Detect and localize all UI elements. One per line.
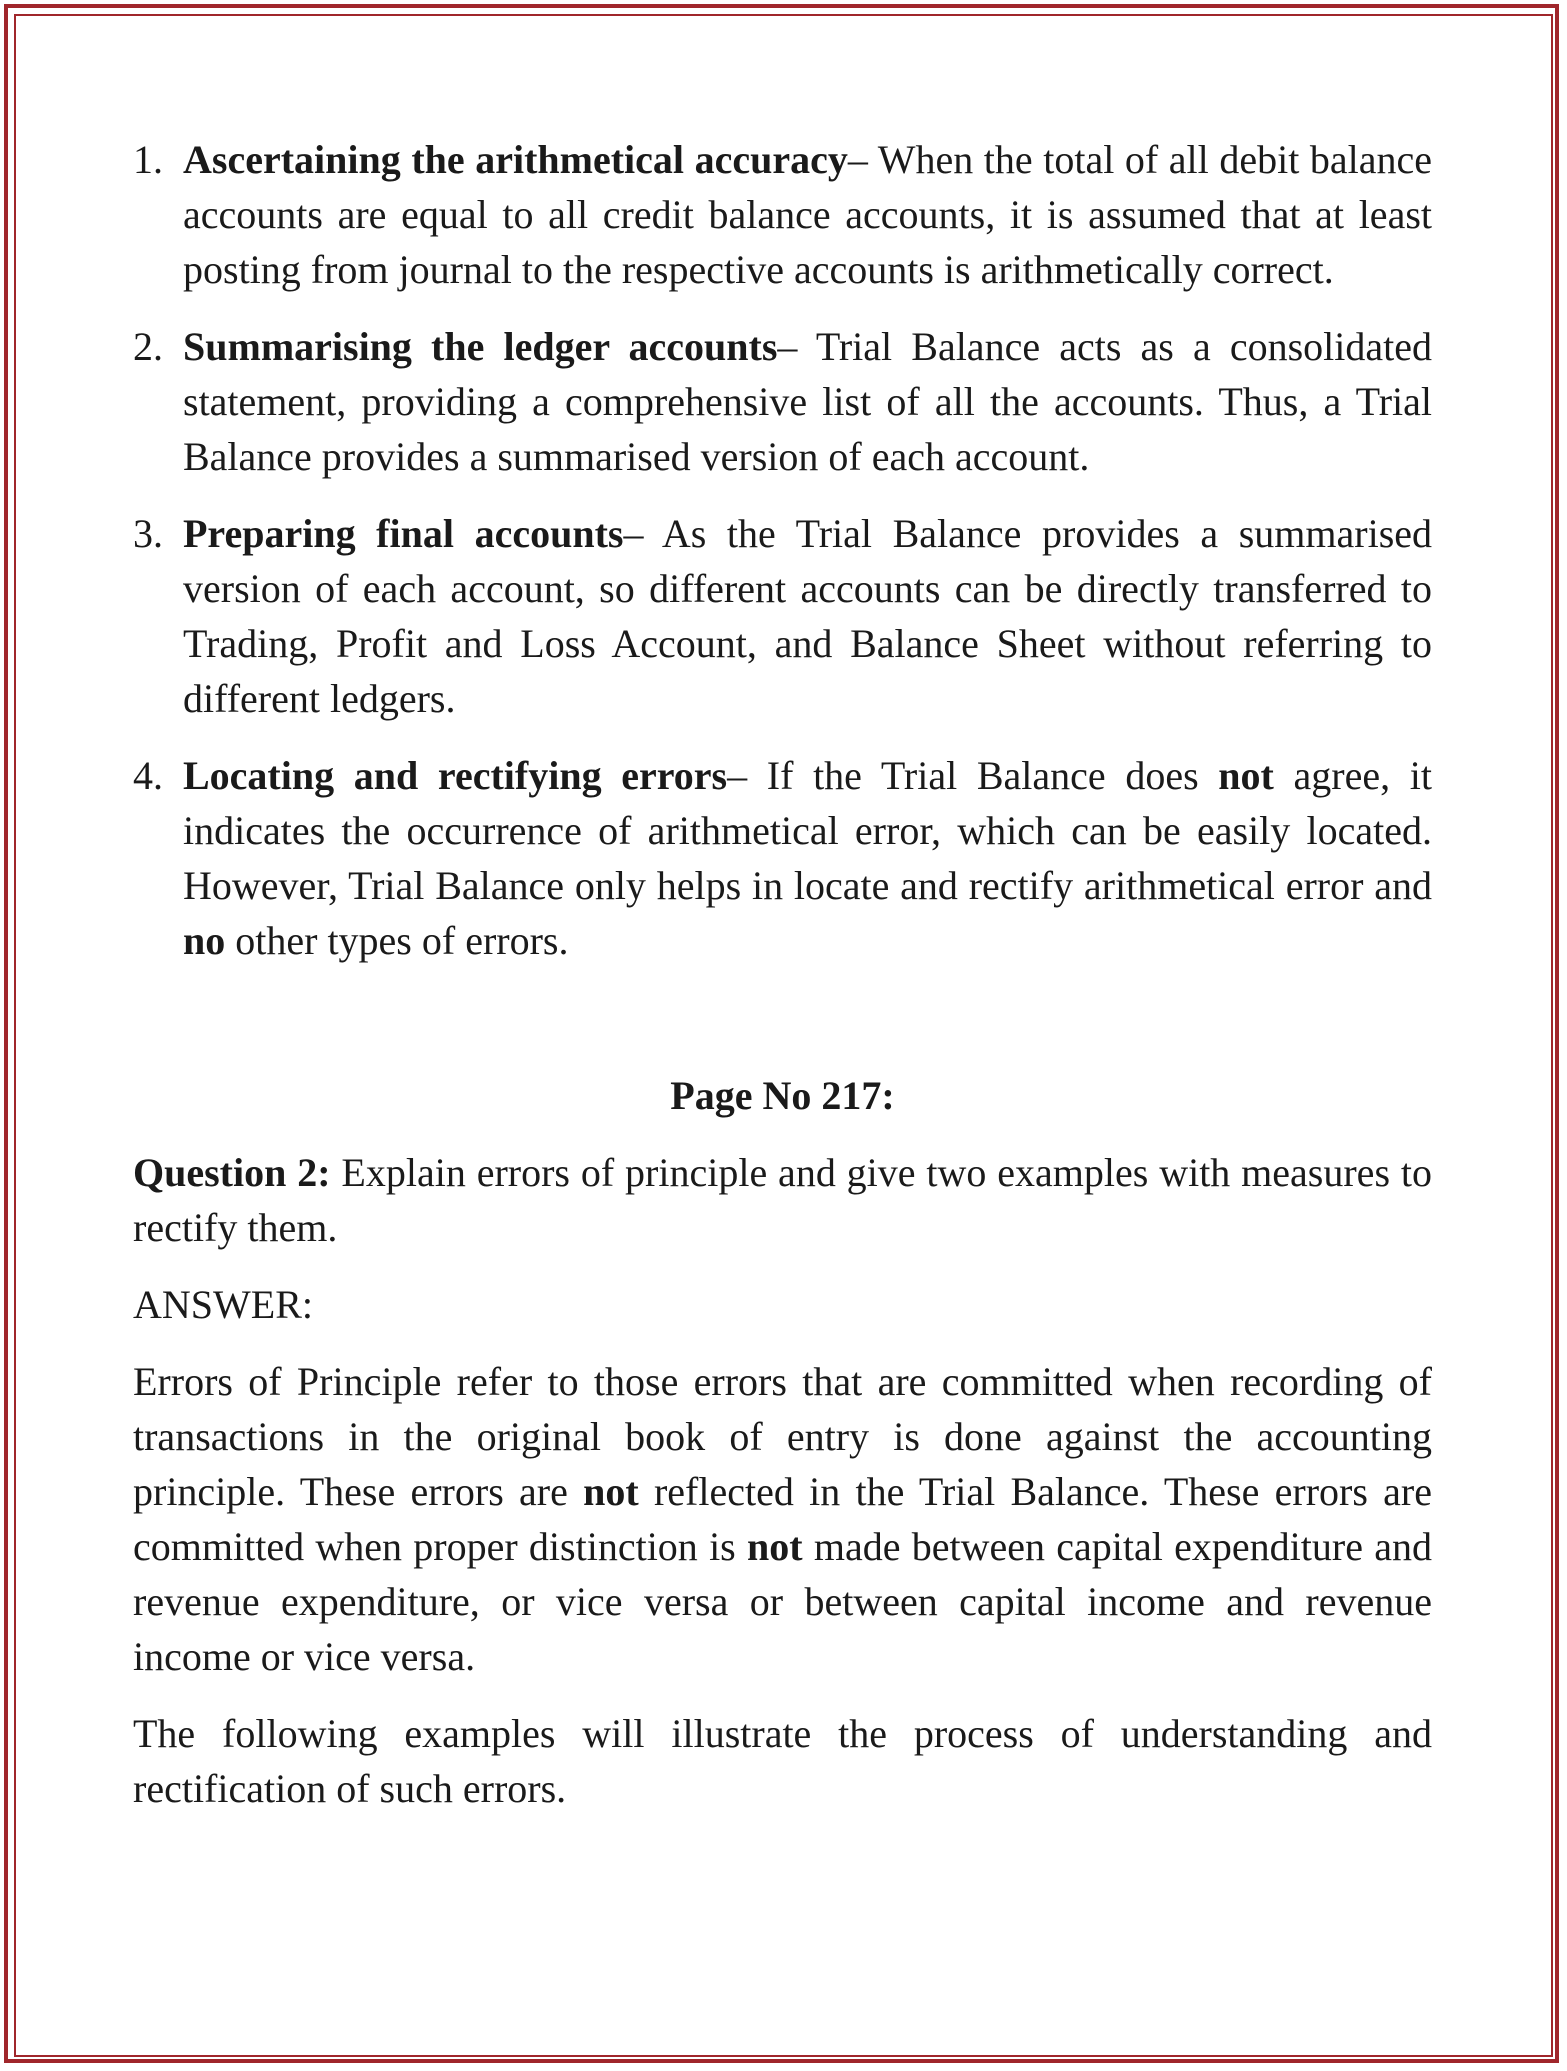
list-item <box>133 506 1432 726</box>
item-number: 3. <box>133 511 163 556</box>
document-body <box>133 132 1432 1838</box>
list-item <box>133 319 1432 484</box>
answer-text: reflected in the Trial Balance. These errors are committed when proper distinction is <box>133 1469 1432 1569</box>
answer-label: ANSWER: <box>133 1282 313 1327</box>
question-label: Question 2: <box>133 1150 331 1195</box>
item-title: Preparing final accounts <box>183 511 624 556</box>
list-item <box>133 132 1432 297</box>
item-dash: – <box>727 753 767 798</box>
list-item <box>133 748 1432 968</box>
answer-emphasis: not <box>747 1524 803 1569</box>
objectives-list <box>133 132 1432 968</box>
answer-text: made between capital expenditure and revenue expenditure, or vice versa or between capital income and revenue income or vice versa. <box>133 1524 1433 1679</box>
item-text: As the Trial Balance provides a summarised version of each account, so different accounts can be directly transferred to Trading, Profit and Loss Account, and Balance Sheet without referring to different ledgers. <box>183 511 1433 721</box>
question <box>133 1145 1432 1255</box>
item-emphasis: no <box>183 918 226 963</box>
item-dash: – <box>623 511 662 556</box>
item-title: Summarising the ledger accounts <box>183 324 778 369</box>
item-text: Trial Balance acts as a consolidated statement, providing a comprehensive list of all the accounts. Thus, a Trial Balance provides a summarised version of each account. <box>183 324 1432 479</box>
item-text: If the Trial Balance does <box>766 753 1219 798</box>
page-number-heading: Page No 217: <box>670 1073 895 1118</box>
item-title: Locating and rectifying errors <box>183 753 728 798</box>
item-emphasis: not <box>1218 753 1274 798</box>
item-number: 2. <box>133 324 163 369</box>
answer-paragraph <box>133 1354 1432 1684</box>
item-text: When the total of all debit balance accounts are equal to all credit balance accounts, it is assumed that at least posting from journal to the respective accounts is arithmetically correct. <box>183 137 1433 292</box>
item-text: agree, it indicates the occurrence of arithmetical error, which can be easily located. However, Trial Balance only helps in locate and rectify arithmetical error and <box>183 753 1432 908</box>
item-title: Ascertaining the arithmetical accuracy <box>183 137 848 182</box>
answer-text: Errors of Principle refer to those errors that are committed when recording of transactions in the original book of entry is done against the accounting principle. These errors are <box>133 1359 1432 1514</box>
item-text: other types of errors. <box>225 918 569 963</box>
item-number: 1. <box>133 137 163 182</box>
question-text: Explain errors of principle and give two examples with measures to rectify them. <box>133 1150 1432 1250</box>
item-number: 4. <box>133 753 163 798</box>
item-dash: – <box>847 137 878 182</box>
answer-emphasis: not <box>583 1469 639 1514</box>
item-dash: – <box>777 324 816 369</box>
answer-paragraph: The following examples will illustrate the process of understanding and rectification of such errors. <box>133 1711 1432 1811</box>
